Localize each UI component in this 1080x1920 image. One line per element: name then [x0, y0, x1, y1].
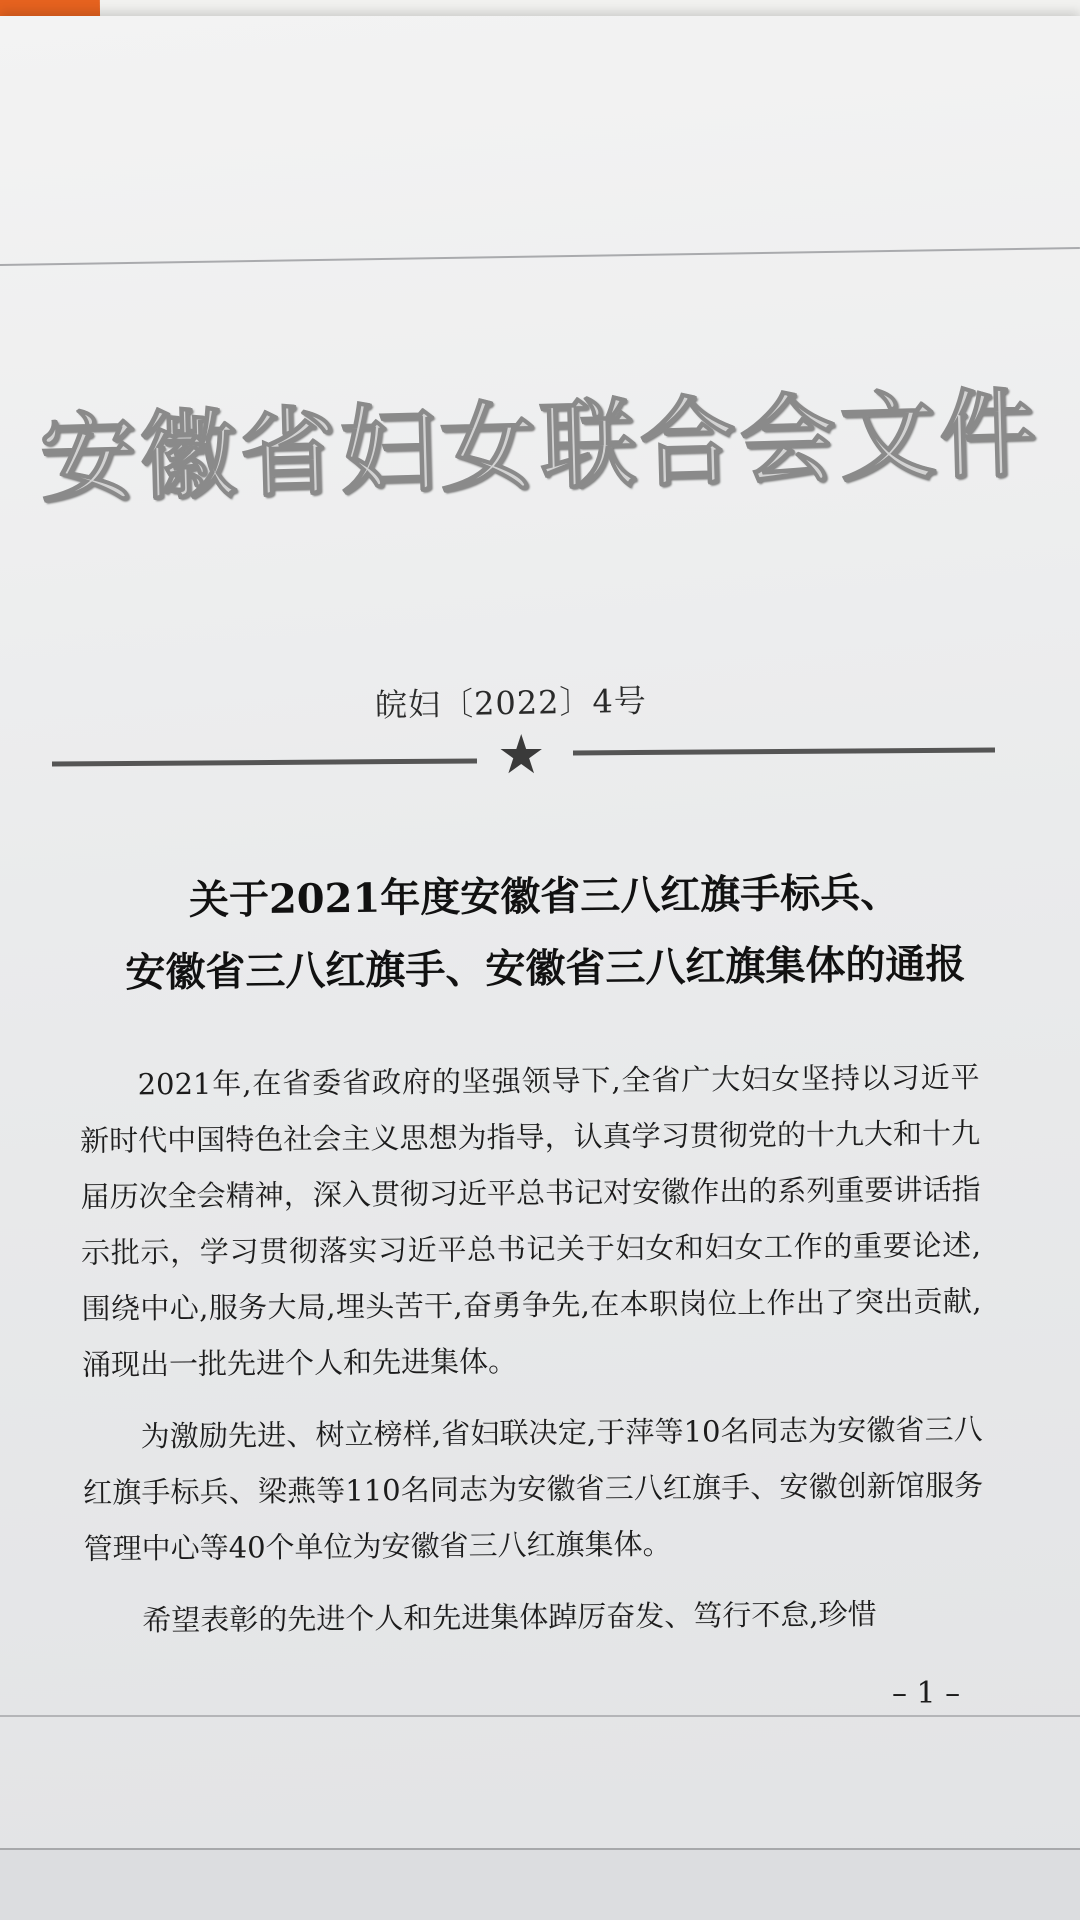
document-title-line-1: 关于2021年度安徽省三八红旗手标兵、: [188, 869, 901, 924]
body-paragraph-3: 希望表彰的先进个人和先进集体踔厉奋发、笃行不怠,珍惜: [142, 1597, 877, 1638]
document-title-line-2: 安徽省三八红旗手、安徽省三八红旗集体的通报: [125, 940, 966, 997]
top-fold-line: [0, 247, 1080, 266]
star-icon: ★: [497, 723, 546, 786]
body-paragraph-1: 2021年,在省委省政府的坚强领导下,全省广大妇女坚持以习近平新时代中国特色社会主义思想为指导，认真学习贯彻党的十九大和十九届历次全会精神，深入贯彻习近平总书记对安徽作出的系列重要讲话指示批示，学习贯彻落实习近平总书记关于妇女和妇女工作的重要论述,围绕中心,服务大局,埋头苦干,奋勇争先,在本职岗位上作出了突出贡献,涌现出一批先进个人和先进集体。: [79, 1060, 982, 1382]
header-divider-left: [52, 759, 477, 767]
bottom-fold-line: [0, 1715, 1080, 1717]
document-number: 皖妇〔2022〕4号: [374, 681, 648, 725]
header-divider-right: [573, 748, 995, 756]
next-page-strip: [0, 1850, 1080, 1920]
page-number: – 1 –: [892, 1676, 961, 1711]
document-title: [54, 856, 1035, 1010]
document-page: [0, 16, 1080, 1920]
document-body: [79, 1049, 984, 1665]
body-paragraph-2: 为激励先进、树立榜样,省妇联决定,于萍等10名同志为安徽省三八红旗手标兵、梁燕等110名同志为安徽省三八红旗手、安徽创新馆服务管理中心等40个单位为安徽省三八红旗集体。: [83, 1412, 984, 1566]
document-header-title: 安徽省妇女联合会文件: [38, 377, 1042, 517]
